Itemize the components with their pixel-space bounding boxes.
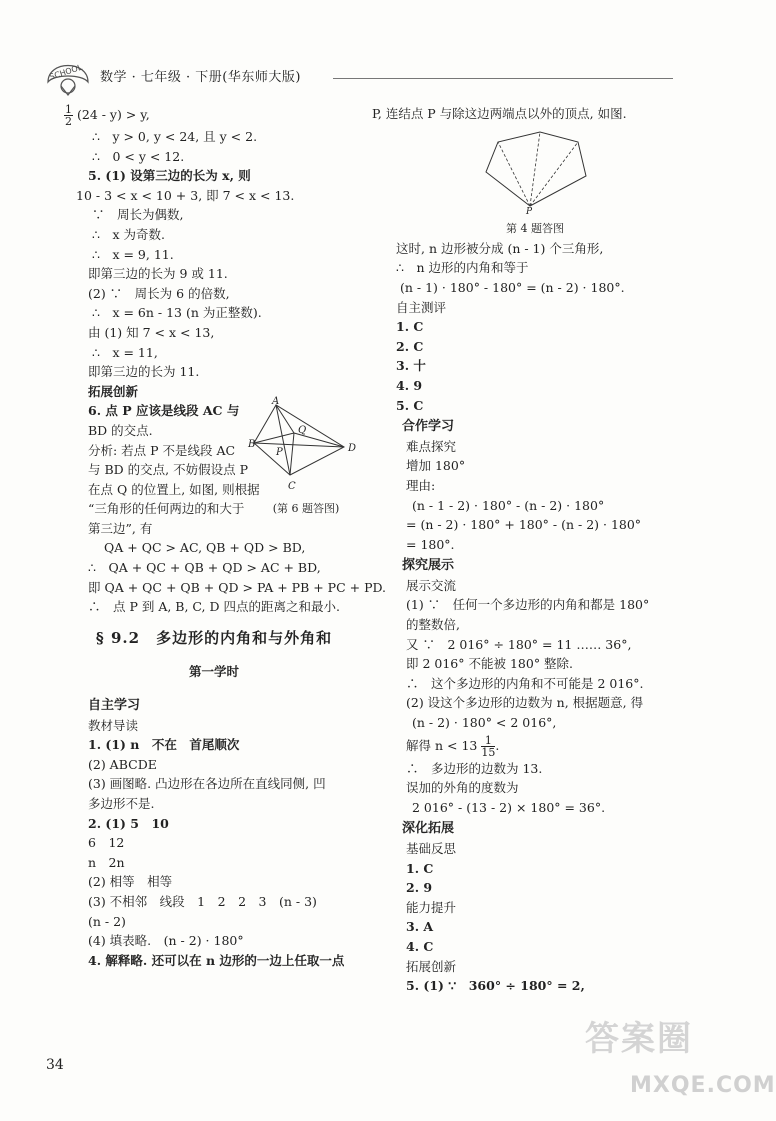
fraction-half: $\frac{1}{2}$	[65, 103, 72, 128]
text-line: 即第三边的长为 11.	[88, 364, 200, 380]
text-line: (2) ∵ 周长为 6 的倍数,	[88, 285, 230, 301]
text-line: (3) 画图略. 凸边形在各边所在直线同侧, 凹	[88, 776, 326, 792]
text-line: QA + QC > AC, QB + QD > BD,	[104, 540, 306, 556]
heading-shenhua: 深化拓展	[402, 821, 455, 837]
answer-item: 2. C	[396, 338, 424, 354]
q6-caption: (第 6 题答图)	[272, 501, 340, 515]
label-A: A	[272, 396, 280, 408]
heading-hezuo: 合作学习	[402, 419, 455, 435]
text-line: 即 QA + QC + QB + QD > PA + PB + PC + PD.	[88, 579, 387, 595]
answer-item: 4. 9	[396, 377, 423, 393]
watermark-logo: 答案圈	[585, 1019, 693, 1059]
text-line: ∵ 周长为偶数,	[92, 207, 184, 223]
label-D: D	[348, 443, 357, 455]
answer-item: 2. 9	[406, 880, 433, 896]
polygon-diagram	[480, 128, 590, 217]
label-C: C	[288, 481, 296, 493]
q6-figure	[250, 397, 362, 518]
text-line: ∴ 这个多边形的内角和不可能是 2 016°.	[406, 675, 644, 691]
text-line: 10 - 3 < x < 10 + 3, 即 7 < x < 13.	[76, 187, 295, 203]
school-logo-icon	[42, 52, 94, 96]
text-line: “三角形的任何两边的和大于	[88, 501, 245, 517]
subheading-jichu: 基础反思	[406, 841, 457, 856]
text-line: (n - 2)	[88, 913, 126, 929]
text-line: ∴ x = 11,	[92, 344, 158, 360]
text-line: = 180°.	[406, 536, 455, 552]
label-P4: P	[526, 206, 533, 217]
text-line: ∴ y > 0, y < 24, 且 y < 2.	[92, 129, 258, 144]
label-Q: Q	[298, 425, 307, 437]
answer-item: 1. C	[396, 319, 424, 335]
text-line: 误加的外角的度数为	[406, 780, 519, 796]
text-line: (n - 2) · 180° < 2 016°,	[412, 715, 557, 731]
text-line: n 2n	[88, 854, 125, 870]
text-line: (4) 填表略. (n - 2) · 180°	[88, 933, 244, 949]
subheading-nengli: 能力提升	[406, 899, 457, 915]
quadrilateral-diagram	[250, 397, 362, 493]
text-line: 5. (1) 设第三边的长为 x, 则	[88, 168, 251, 184]
text-line: (n - 1) · 180° - 180° = (n - 2) · 180°.	[400, 279, 625, 295]
text-line: 1. (1) n 不在 首尾顺次	[88, 737, 240, 753]
fraction-one-fifteenth: $\frac{1}{15}$	[481, 733, 496, 759]
text-line: ∴ n 边形的内角和等于	[396, 260, 529, 276]
answer-item: 5. C	[396, 397, 424, 413]
right-column	[372, 104, 682, 996]
heading-tanjiu: 探究展示	[402, 558, 455, 574]
q4-caption: 第 4 题答图	[506, 222, 564, 236]
text-line: 的整数倍,	[406, 617, 460, 633]
text-line: 分析: 若点 P 不是线段 AC	[88, 442, 236, 458]
text-line: ∴ x = 6n - 13 (n 为正整数).	[92, 305, 262, 321]
text-line: ∴ 点 P 到 A, B, C, D 四点的距离之和最小.	[88, 599, 340, 615]
answer-item: 4. C	[406, 938, 434, 954]
heading-zice: 自主测评	[396, 299, 447, 315]
text-line: 即 2 016° 不能被 180° 整除.	[406, 656, 574, 672]
subheading-zhanshi: 展示交流	[406, 577, 457, 593]
watermark-url: MXQE.COM	[630, 1073, 776, 1098]
text-line: (3) 不相邻 线段 1 2 2 3 (n - 3)	[88, 893, 317, 909]
text-line: ∴ x = 9, 11.	[92, 246, 174, 262]
answer-item: 3. 十	[396, 358, 426, 374]
subheading-tuozhan-right: 拓展创新	[406, 958, 457, 974]
text-line: 第三边”, 有	[88, 520, 153, 536]
label-P: P	[276, 447, 283, 459]
text-line: 理由:	[406, 477, 436, 493]
page-number: 34	[46, 1057, 64, 1073]
q6-block	[64, 396, 364, 538]
inequality-line: $\frac{1}{2}$ (24 - y) > y,	[65, 103, 150, 128]
subheading-tuozhan: 拓展创新	[88, 383, 139, 399]
text-line: 由 (1) 知 7 < x < 13,	[88, 324, 215, 340]
text-line: (2) 设这个多边形的边数为 n, 根据题意, 得	[406, 695, 644, 711]
text-line: 在点 Q 的位置上, 如图, 则根据	[88, 481, 260, 497]
section-title: § 9.2 多边形的内角和与外角和	[95, 628, 333, 647]
text-line: ∴ 0 < y < 12.	[92, 148, 185, 164]
text-line: P, 连结点 P 与除这边两端点以外的顶点, 如图.	[372, 106, 627, 121]
subheading-nandian: 难点探究	[406, 438, 457, 454]
page-header	[38, 52, 690, 98]
answer-item: 3. A	[406, 919, 434, 935]
text-line: (n - 1 - 2) · 180° - (n - 2) · 180°	[412, 497, 605, 513]
text-line: 即第三边的长为 9 或 11.	[88, 266, 228, 282]
text-line: 与 BD 的交点, 不妨假设点 P	[88, 462, 248, 478]
text-line: (1) ∵ 任何一个多边形的内角和都是 180°	[406, 597, 650, 613]
text-line: 6. 点 P 应该是线段 AC 与	[88, 403, 240, 419]
answer-item: 1. C	[406, 860, 434, 876]
text-line: (2) ABCDE	[88, 756, 157, 772]
text-line: ∴ 多边形的边数为 13.	[406, 760, 543, 776]
text-line: ∴ QA + QC + QB + QD > AC + BD,	[88, 560, 321, 576]
header-title: 数学 · 七年级 · 下册(华东师大版)	[100, 70, 301, 85]
text-line: 多边形不是.	[88, 796, 155, 811]
logo-text: SCHOOL	[48, 62, 84, 82]
text-line: 4. 解释略. 还可以在 n 边形的一边上任取一点	[88, 952, 345, 968]
text-line: 这时, n 边形被分成 (n - 1) 个三角形,	[396, 240, 604, 256]
heading-zizhu: 自主学习	[88, 698, 141, 714]
text-line: (2) 相等 相等	[88, 874, 173, 890]
answer-item: 5. (1) ∵ 360° ÷ 180° = 2,	[406, 978, 585, 994]
lesson-title: 第一学时	[188, 664, 239, 680]
header-rule	[333, 78, 673, 79]
text-line: = (n - 2) · 180° + 180° - (n - 2) · 180°	[406, 517, 642, 533]
text-line: 又 ∵ 2 016° ÷ 180° = 11 …… 36°,	[406, 636, 632, 652]
text-line: 2. (1) 5 10	[88, 815, 169, 831]
q4-figure	[372, 128, 682, 239]
label-B: B	[248, 439, 256, 451]
text-line: 增加 180°	[406, 458, 466, 474]
solve-line: 解得 n < 13 $\frac{1}{15}$ .	[406, 733, 500, 759]
subheading-jiaocai: 教材导读	[88, 717, 139, 733]
text-line: 6 12	[88, 835, 125, 851]
text-line: 2 016° - (13 - 2) × 180° = 36°.	[412, 799, 606, 815]
left-column	[64, 103, 387, 970]
text-line: ∴ x 为奇数.	[92, 226, 165, 242]
text-line: BD 的交点.	[88, 422, 153, 438]
